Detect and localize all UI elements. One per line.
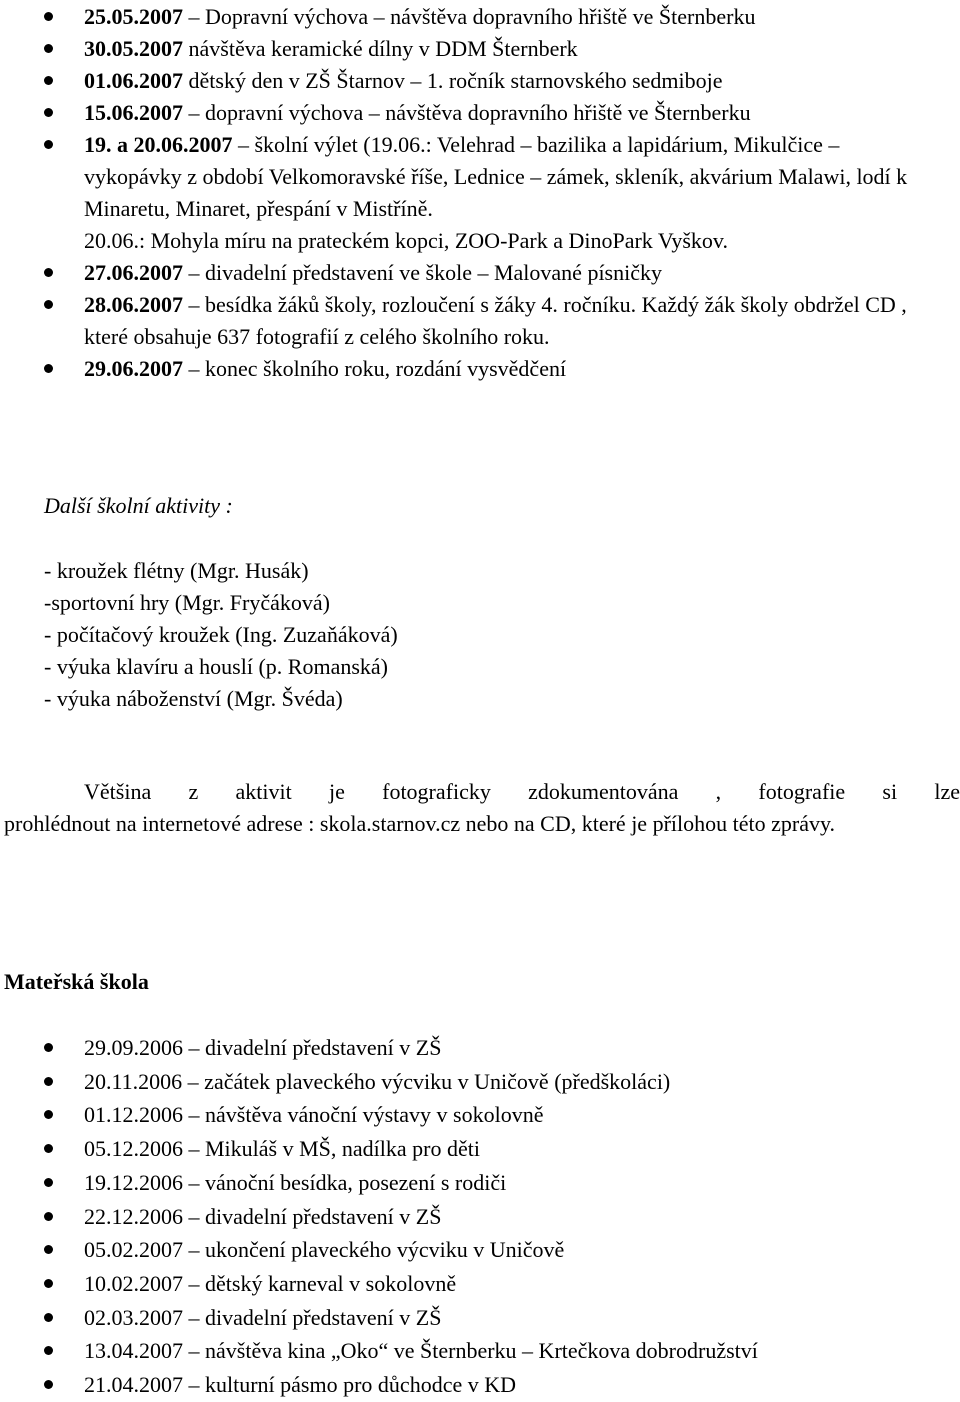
photo-note-paragraph (4, 776, 960, 840)
bullet-icon (44, 300, 53, 309)
event-text: 21.04.2007 – kulturní pásmo pro důchodce v KD (84, 1372, 516, 1398)
list-item (0, 1334, 960, 1368)
kindergarten-title: Mateřská škola (4, 969, 149, 994)
event-text: – konec školního roku, rozdání vysvědčení (183, 356, 567, 381)
event-text: 01.12.2006 – návštěva vánoční výstavy v sokolovně (84, 1102, 544, 1128)
list-item (0, 289, 960, 353)
list-item (0, 1233, 960, 1267)
bullet-icon (44, 364, 53, 373)
event-date: 19. a 20.06.2007 (84, 132, 233, 157)
activity-item: - výuka náboženství (Mgr. Švéda) (44, 686, 343, 711)
event-text: návštěva keramické dílny v DDM Šternberk (183, 36, 578, 61)
bullet-icon (44, 1077, 53, 1086)
event-date: 25.05.2007 (84, 4, 183, 29)
activity-item: - počítačový kroužek (Ing. Zuzaňáková) (44, 622, 398, 647)
activities-heading: Další školní aktivity : (44, 493, 233, 518)
event-text: dětský den v ZŠ Štarnov – 1. ročník starnovského sedmiboje (183, 68, 723, 93)
list-item (0, 97, 960, 129)
bullet-icon (44, 1043, 53, 1052)
list-item (0, 1065, 960, 1099)
list-item (0, 1031, 960, 1065)
list-item (0, 1, 960, 33)
photo-note-rest: prohlédnout na internetové adrese : skola.starnov.cz nebo na CD, které je přílohou této zprávy. (4, 811, 836, 836)
event-date: 27.06.2007 (84, 260, 183, 285)
bullet-icon (44, 1110, 53, 1119)
list-item (0, 1267, 960, 1301)
activity-item: -sportovní hry (Mgr. Fryčáková) (44, 590, 330, 615)
event-text: 13.04.2007 – návštěva kina „Oko“ ve Šternberku – Krtečkova dobrodružství (84, 1338, 758, 1364)
event-text: – divadelní představení ve škole – Malované písničky (183, 260, 662, 285)
event-text: 19.12.2006 – vánoční besídka, posezení s rodiči (84, 1169, 507, 1195)
event-date: 28.06.2007 (84, 292, 183, 317)
event-text: 05.12.2006 – Mikuláš v MŠ, nadílka pro děti (84, 1136, 480, 1162)
activity-item: - výuka klavíru a houslí (p. Romanská) (44, 654, 388, 679)
bullet-icon (44, 12, 53, 21)
bullet-icon (44, 1313, 53, 1322)
activities-list (44, 555, 398, 715)
event-text: 29.09.2006 – divadelní představení v ZŠ (84, 1035, 442, 1060)
list-item (0, 129, 960, 257)
bullet-icon (44, 1279, 53, 1288)
bullet-icon (44, 1245, 53, 1254)
bullet-icon (44, 44, 53, 53)
bullet-icon (44, 268, 53, 277)
event-text: 20.11.2006 – začátek plaveckého výcviku v Uničově (předškoláci) (84, 1068, 671, 1094)
bullet-icon (44, 108, 53, 117)
event-date: 15.06.2007 (84, 100, 183, 125)
bullet-icon (44, 140, 53, 149)
event-text: – Dopravní výchova – návštěva dopravního hřiště ve Šternberku (183, 4, 756, 29)
list-item (0, 1132, 960, 1166)
list-item (0, 353, 960, 385)
list-item (0, 1098, 960, 1132)
list-item (0, 1301, 960, 1335)
school-events-list (0, 1, 960, 385)
kindergarten-events-list (0, 1031, 960, 1402)
bullet-icon (44, 76, 53, 85)
event-text: – školní výlet (19.06.: Velehrad – bazilika a lapidárium, Mikulčice – vykopávky z období Velkomoravské říše, Lednice – zámek, skleník, akvárium Malawi, lodí k Minaretu, Minaret, přespání v Mistříně. (84, 132, 908, 221)
event-text: 22.12.2006 – divadelní představení v ZŠ (84, 1203, 442, 1229)
event-date: 01.06.2007 (84, 68, 183, 93)
photo-note-first-line: Většina z aktivit je fotograficky zdokumentována , fotografie si lze (84, 779, 960, 804)
list-item (0, 1368, 960, 1402)
list-item (0, 1200, 960, 1234)
list-item (0, 33, 960, 65)
event-text: – besídka žáků školy, rozloučení s žáky 4. ročníku. Každý žák školy obdržel CD , které obsahuje 637 fotografií z celého školního roku. (84, 292, 907, 349)
event-text-continuation: 20.06.: Mohyla míru na prateckém kopci, ZOO-Park a DinoPark Vyškov. (84, 228, 728, 253)
list-item (0, 257, 960, 289)
list-item (0, 65, 960, 97)
activity-item: - kroužek flétny (Mgr. Husák) (44, 558, 309, 583)
event-date: 30.05.2007 (84, 36, 183, 61)
event-text: – dopravní výchova – návštěva dopravního hřiště ve Šternberku (183, 100, 751, 125)
bullet-icon (44, 1178, 53, 1187)
bullet-icon (44, 1380, 53, 1389)
event-text: 10.02.2007 – dětský karneval v sokolovně (84, 1270, 457, 1296)
bullet-icon (44, 1144, 53, 1153)
event-text: 05.02.2007 – ukončení plaveckého výcviku v Uničově (84, 1237, 565, 1263)
bullet-icon (44, 1212, 53, 1221)
event-text: 02.03.2007 – divadelní představení v ZŠ (84, 1304, 442, 1330)
list-item (0, 1166, 960, 1200)
bullet-icon (44, 1346, 53, 1355)
event-date: 29.06.2007 (84, 356, 183, 381)
